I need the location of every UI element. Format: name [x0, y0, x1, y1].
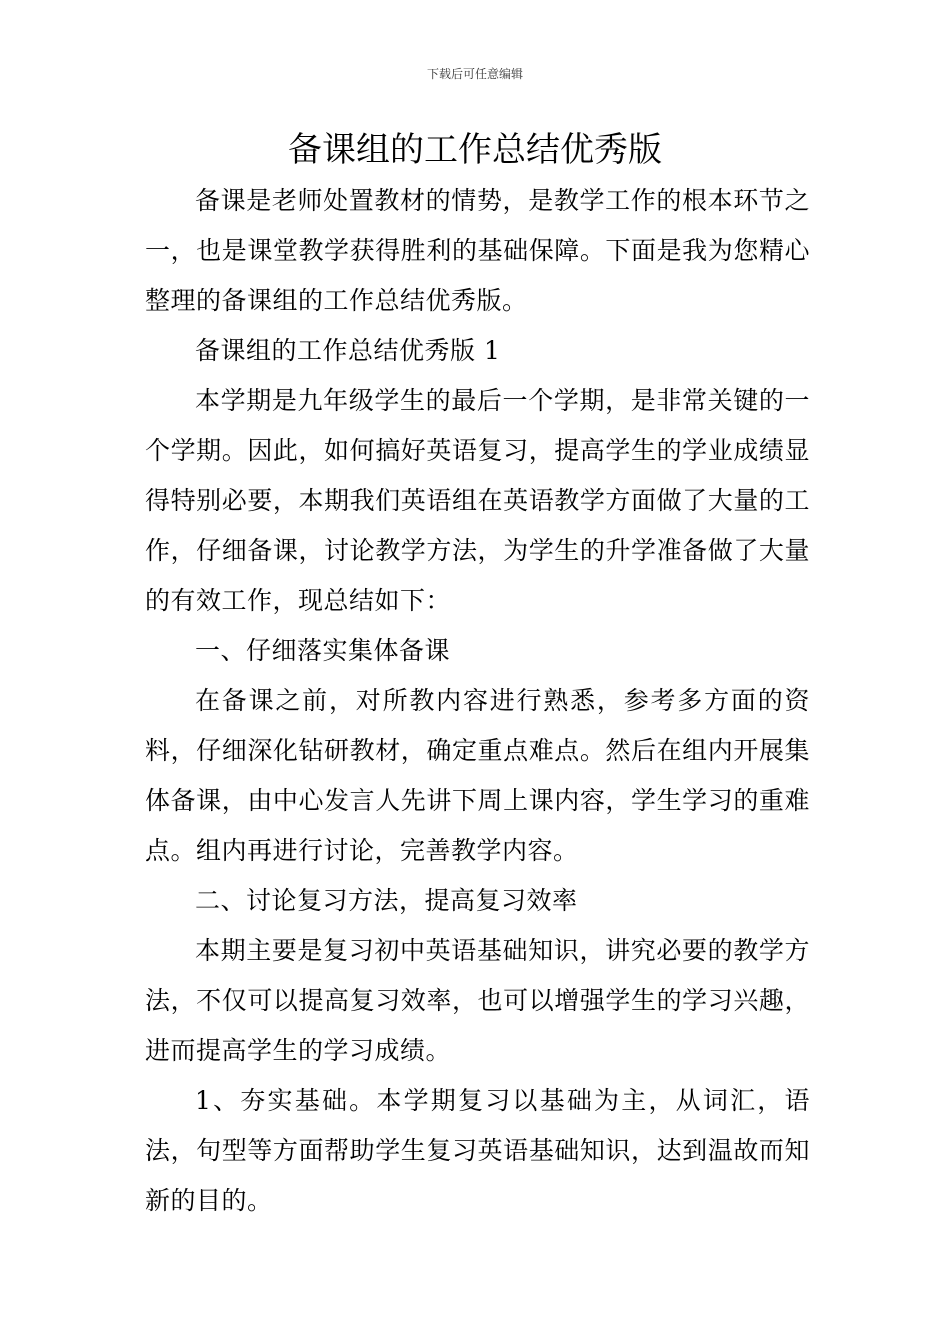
section-heading-1: 备课组的工作总结优秀版 1 [195, 336, 501, 365]
document-title: 备课组的工作总结优秀版 [288, 130, 662, 170]
paragraph-collective-prep: 在备课之前，对所教内容进行熟悉，参考多方面的资料，仔细深化钻研教材，确定重点难点。然后在组内开展集体备课，由中心发言人先讲下周上课内容，学生学习的重难点。组内再进行讨论，完善教学内容。 [145, 686, 810, 865]
paragraph-review-methods: 本期主要是复习初中英语基础知识，讲究必要的教学方法，不仅可以提高复习效率，也可以增强学生的学习兴趣，进而提高学生的学习成绩。 [145, 936, 810, 1065]
paragraph-point-1: 1、夯实基础。本学期复习以基础为主，从词汇，语法，句型等方面帮助学生复习英语基础知识，达到温故而知新的目的。 [145, 1086, 810, 1215]
header-note: 下载后可任意编辑 [426, 67, 523, 81]
document-body [145, 176, 810, 1226]
paragraph-overview: 本学期是九年级学生的最后一个学期，是非常关键的一个学期。因此，如何搞好英语复习，提高学生的学业成绩显得特别必要，本期我们英语组在英语教学方面做了大量的工作，仔细备课，讨论教学方法，为学生的升学准备做了大量的有效工作，现总结如下： [145, 386, 810, 615]
subheading-collective-prep: 一、仔细落实集体备课 [195, 636, 451, 665]
paragraph-intro: 备课是老师处置教材的情势，是教学工作的根本环节之一，也是课堂教学获得胜利的基础保障。下面是我为您精心整理的备课组的工作总结优秀版。 [145, 186, 810, 315]
subheading-review-methods: 二、讨论复习方法，提高复习效率 [195, 886, 578, 915]
